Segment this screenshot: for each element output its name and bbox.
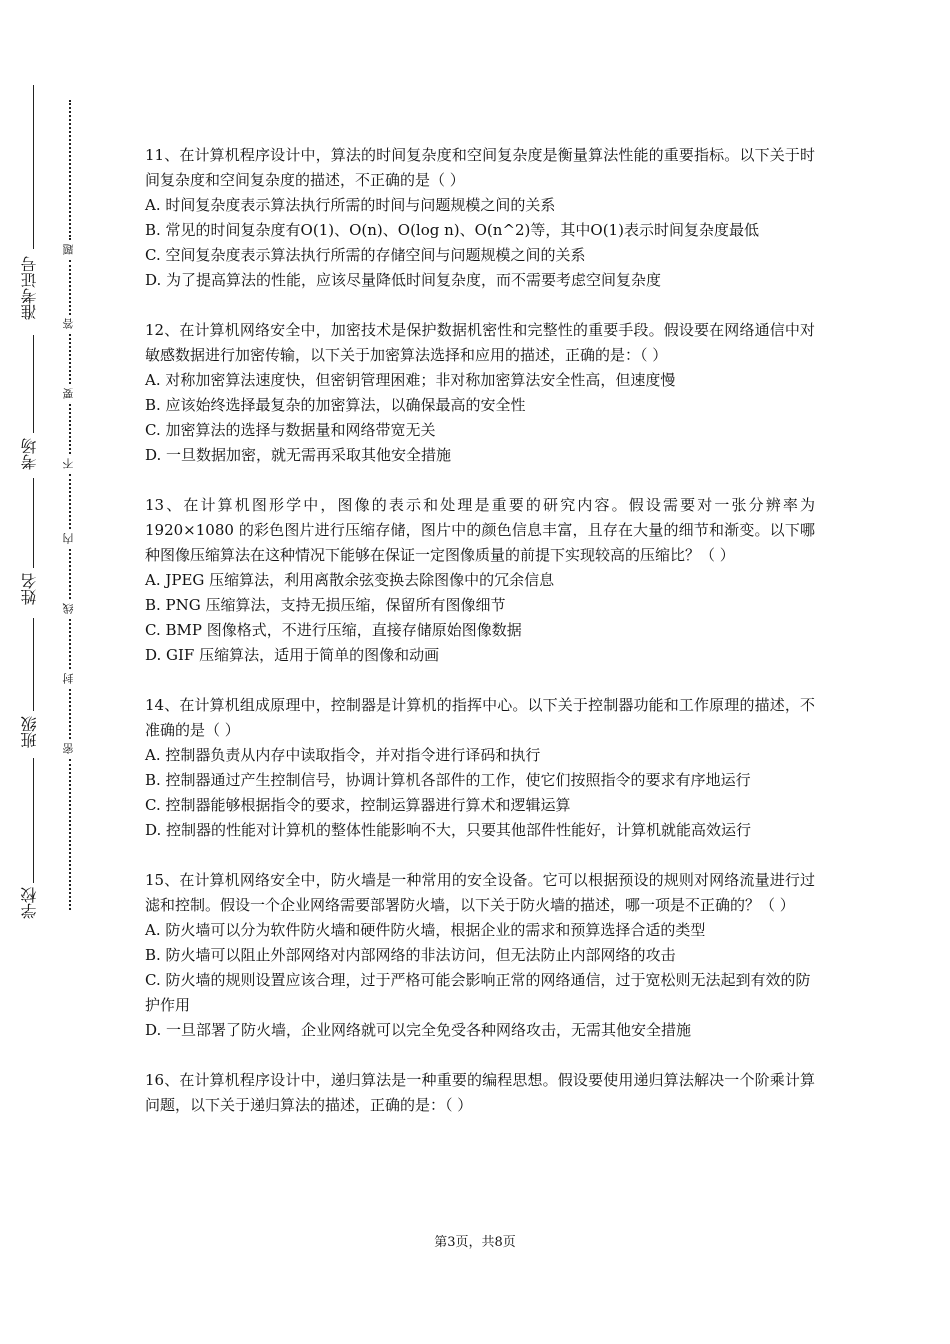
option-a: A. JPEG 压缩算法，利用离散余弦变换去除图像中的冗余信息 xyxy=(145,571,555,589)
exam-room-label: 考场 xyxy=(20,438,39,470)
exam-number-label: 准考证号 xyxy=(20,256,39,320)
question-stem: 12、在计算机网络安全中，加密技术是保护数据机密性和完整性的重要手段。假设要在网络通信中对敏感数据进行加密传输，以下关于加密算法选择和应用的描述，正确的是：（ ） xyxy=(145,321,815,364)
seal-char: 答 xyxy=(62,318,75,329)
question-stem: 15、在计算机网络安全中，防火墙是一种常用的安全设备。它可以根据预设的规则对网络流量进行过滤和控制。假设一个企业网络需要部署防火墙，以下关于防火墙的描述，哪一项是不正确的？（ ） xyxy=(145,871,815,914)
exam-room-line xyxy=(33,335,34,433)
class-line xyxy=(33,618,34,711)
option-b: B. PNG 压缩算法，支持无损压缩，保留所有图像细节 xyxy=(145,596,506,614)
question-13 xyxy=(145,493,815,668)
option-d: D. 一旦部署了防火墙，企业网络就可以完全免受各种网络攻击，无需其他安全措施 xyxy=(145,1021,692,1039)
seal-char: 题 xyxy=(62,244,75,255)
option-a: A. 时间复杂度表示算法执行所需的时间与问题规模之间的关系 xyxy=(145,196,556,214)
option-d: D. GIF 压缩算法，适用于简单的图像和动画 xyxy=(145,646,440,664)
option-d: D. 控制器的性能对计算机的整体性能影响不大，只要其他部件性能好，计算机就能高效运行 xyxy=(145,821,752,839)
option-c: C. 防火墙的规则设置应该合理，过于严格可能会影响正常的网络通信，过于宽松则无法起到有效的防护作用 xyxy=(145,971,811,1014)
option-a: A. 控制器负责从内存中读取指令，并对指令进行译码和执行 xyxy=(145,746,541,764)
question-stem: 16、在计算机程序设计中，递归算法是一种重要的编程思想。假设要使用递归算法解决一个阶乘计算问题，以下关于递归算法的描述，正确的是：（ ） xyxy=(145,1071,815,1114)
page-number: 第3页，共8页 xyxy=(434,1235,516,1250)
question-11 xyxy=(145,143,815,293)
question-stem: 11、在计算机程序设计中，算法的时间复杂度和空间复杂度是衡量算法性能的重要指标。以下关于时间复杂度和空间复杂度的描述，不正确的是（ ） xyxy=(145,146,815,189)
seal-line xyxy=(62,100,75,910)
school-line xyxy=(33,758,34,883)
option-b: B. 常见的时间复杂度有O(1)、O(n)、O(log n)、O(n^2)等，其中O(1)表示时间复杂度最低 xyxy=(145,221,759,239)
seal-char: 线 xyxy=(62,603,75,614)
question-list xyxy=(145,143,815,1143)
question-12 xyxy=(145,318,815,468)
binding-margin xyxy=(0,0,110,1344)
seal-char: 不 xyxy=(62,458,75,469)
seal-char: 密 xyxy=(62,743,75,754)
name-line xyxy=(33,478,34,568)
option-c: C. 加密算法的选择与数据量和网络带宽无关 xyxy=(145,421,436,439)
question-16 xyxy=(145,1068,815,1118)
option-b: B. 防火墙可以阻止外部网络对内部网络的非法访问，但无法防止内部网络的攻击 xyxy=(145,946,676,964)
option-a: A. 对称加密算法速度快，但密钥管理困难；非对称加密算法安全性高，但速度慢 xyxy=(145,371,676,389)
option-c: C. BMP 图像格式，不进行压缩，直接存储原始图像数据 xyxy=(145,621,522,639)
seal-char: 内 xyxy=(62,533,75,544)
option-b: B. 控制器通过产生控制信号，协调计算机各部件的工作，使它们按照指令的要求有序地运行 xyxy=(145,771,751,789)
name-label: 姓名 xyxy=(20,573,39,605)
exam-number-line xyxy=(33,85,34,249)
question-stem: 14、在计算机组成原理中，控制器是计算机的指挥中心。以下关于控制器功能和工作原理的描述，不准确的是（ ） xyxy=(145,696,815,739)
question-stem: 13、在计算机图形学中，图像的表示和处理是重要的研究内容。假设需要对一张分辨率为1920×1080 的彩色图片进行压缩存储，图片中的颜色信息丰富，且存在大量的细节和渐变。以下哪种图像压缩算法在这种情况下能够在保证一定图像质量的前提下实现较高的压缩比？（ ） xyxy=(145,496,815,564)
seal-char: 要 xyxy=(62,388,75,399)
option-c: C. 空间复杂度表示算法执行所需的存储空间与问题规模之间的关系 xyxy=(145,246,586,264)
class-label: 班级 xyxy=(20,716,39,748)
question-14 xyxy=(145,693,815,843)
option-d: D. 一旦数据加密，就无需再采取其他安全措施 xyxy=(145,446,452,464)
option-b: B. 应该始终选择最复杂的加密算法，以确保最高的安全性 xyxy=(145,396,526,414)
option-d: D. 为了提高算法的性能，应该尽量降低时间复杂度，而不需要考虑空间复杂度 xyxy=(145,271,662,289)
question-15 xyxy=(145,868,815,1043)
seal-char: 封 xyxy=(62,673,75,684)
school-label: 学校 xyxy=(20,887,39,919)
option-c: C. 控制器能够根据指令的要求，控制运算器进行算术和逻辑运算 xyxy=(145,796,571,814)
option-a: A. 防火墙可以分为软件防火墙和硬件防火墙，根据企业的需求和预算选择合适的类型 xyxy=(145,921,706,939)
